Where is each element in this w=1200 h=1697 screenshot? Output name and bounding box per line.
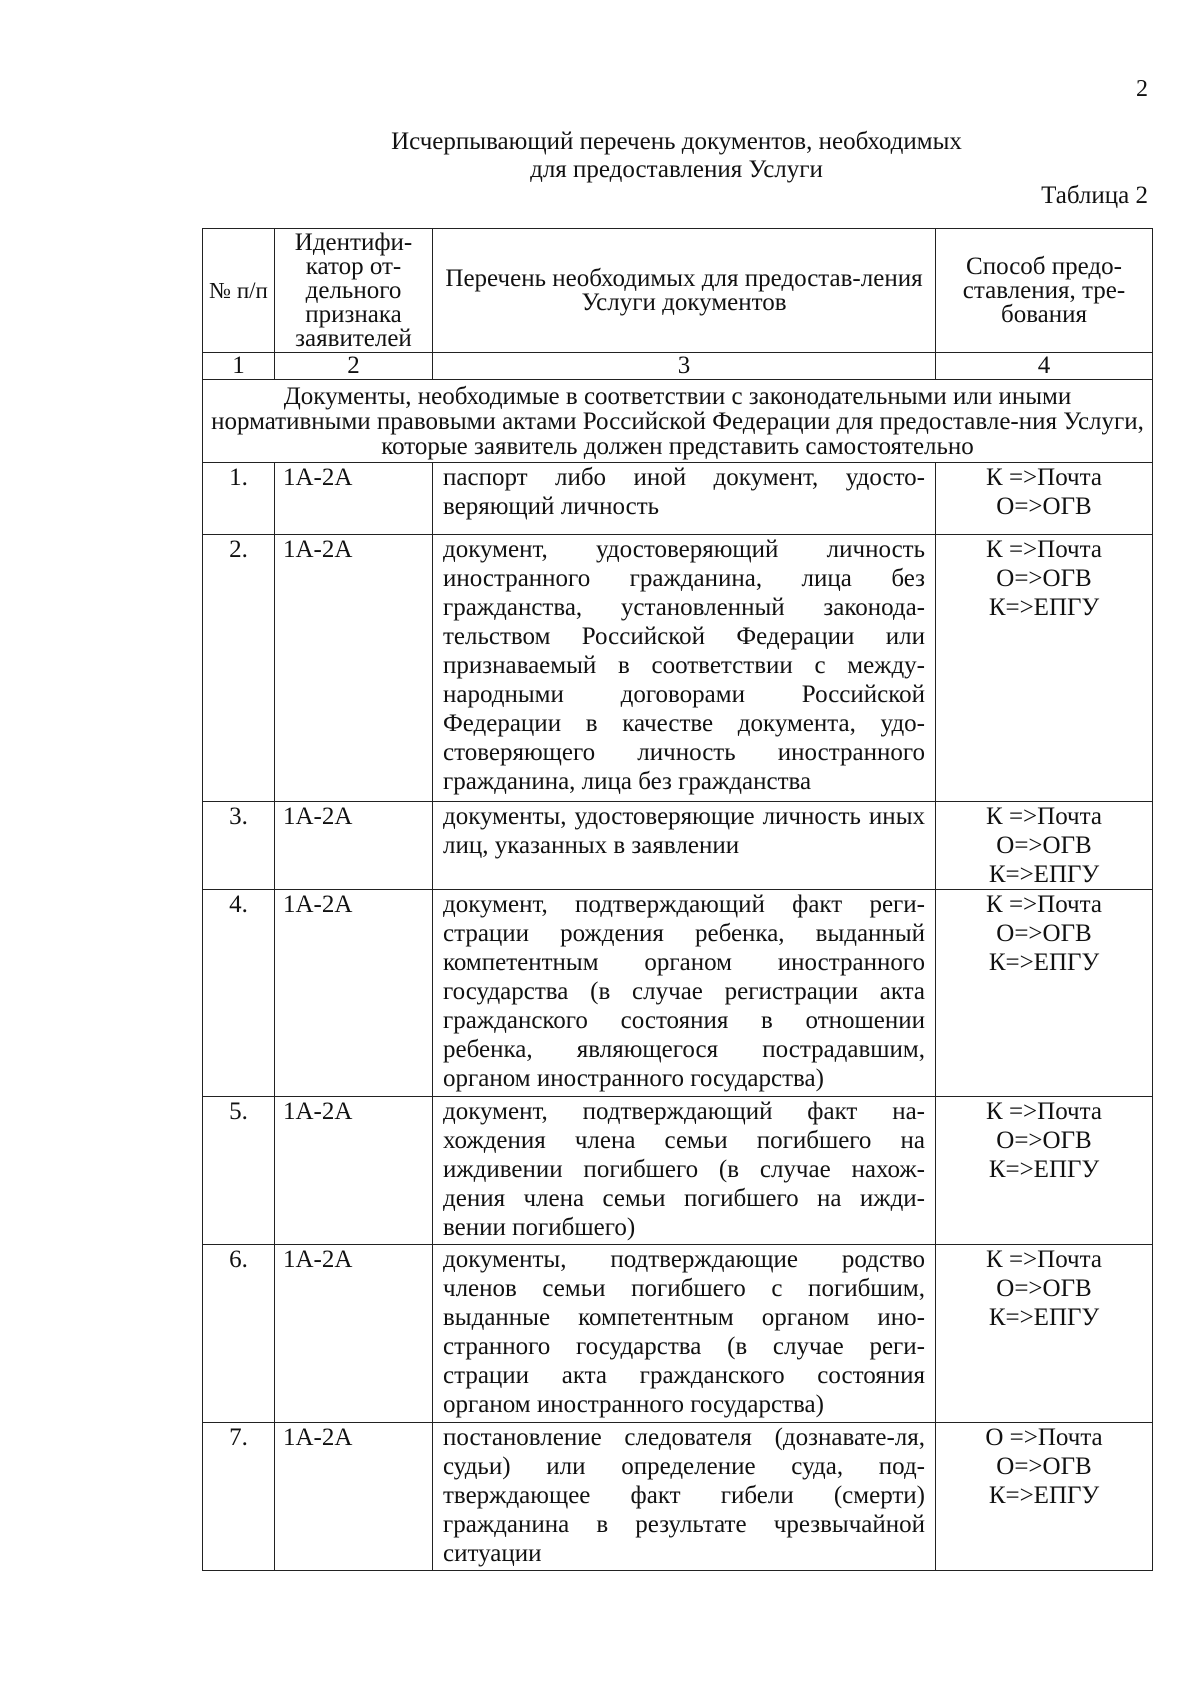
row-method bbox=[936, 1423, 1153, 1571]
table-row bbox=[203, 890, 1153, 1097]
method-line: О=>ОГВ bbox=[996, 1127, 1092, 1154]
header-number: № п/п bbox=[203, 229, 275, 353]
table-row bbox=[203, 802, 1153, 890]
row-number: 7. bbox=[203, 1423, 275, 1571]
document-title-line-1: Исчерпывающий перечень документов, необходимых bbox=[391, 128, 962, 155]
page-number: 2 bbox=[1136, 76, 1148, 102]
method-line: К =>Почта bbox=[986, 536, 1102, 563]
row-document: документ, подтверждающий факт на-хождения члена семьи погибшего на иждивении погибшего (в случае нахож-дения члена семьи погибшего на ижди-вении погибшего) bbox=[433, 1097, 936, 1245]
row-document: документы, подтверждающие родство членов семьи погибшего с погибшим, выданные компетентным органом ино-странного государства (в случае реги-страции акта гражданского состояния органом иностранного государства) bbox=[433, 1245, 936, 1423]
row-number: 1. bbox=[203, 463, 275, 535]
row-method bbox=[936, 890, 1153, 1097]
row-document: паспорт либо иной документ, удосто-веряющий личность bbox=[433, 463, 936, 535]
table-header-row bbox=[203, 229, 1153, 353]
document-title-line-2: для предоставления Услуги bbox=[530, 156, 823, 183]
row-number: 3. bbox=[203, 802, 275, 890]
documents-table bbox=[202, 228, 1153, 1571]
row-method bbox=[936, 1097, 1153, 1245]
table-row bbox=[203, 463, 1153, 535]
section-heading-row bbox=[203, 380, 1153, 463]
method-line: О=>ОГВ bbox=[996, 493, 1092, 520]
method-line: О=>ОГВ bbox=[996, 1275, 1092, 1302]
method-line: К=>ЕПГУ bbox=[988, 949, 1100, 976]
row-number: 5. bbox=[203, 1097, 275, 1245]
method-line: О=>ОГВ bbox=[996, 565, 1092, 592]
document-title bbox=[0, 128, 1200, 184]
row-identifier: 1А-2А bbox=[275, 535, 433, 802]
row-method bbox=[936, 535, 1153, 802]
method-line: О=>ОГВ bbox=[996, 1453, 1092, 1480]
column-number: 2 bbox=[275, 353, 433, 380]
row-number: 6. bbox=[203, 1245, 275, 1423]
method-line: О=>ОГВ bbox=[996, 920, 1092, 947]
table-label: Таблица 2 bbox=[1041, 182, 1148, 209]
method-line: К =>Почта bbox=[986, 1246, 1102, 1273]
column-number-row bbox=[203, 353, 1153, 380]
method-line: К =>Почта bbox=[986, 1098, 1102, 1125]
method-line: К=>ЕПГУ bbox=[988, 861, 1100, 888]
method-line: К =>Почта bbox=[986, 891, 1102, 918]
column-number: 3 bbox=[433, 353, 936, 380]
row-identifier: 1А-2А bbox=[275, 1423, 433, 1571]
method-line: К=>ЕПГУ bbox=[988, 1304, 1100, 1331]
method-line: О=>ОГВ bbox=[996, 832, 1092, 859]
method-line: К =>Почта bbox=[986, 803, 1102, 830]
table-row bbox=[203, 535, 1153, 802]
table-row bbox=[203, 1423, 1153, 1571]
table-row bbox=[203, 1097, 1153, 1245]
row-identifier: 1А-2А bbox=[275, 463, 433, 535]
row-identifier: 1А-2А bbox=[275, 1097, 433, 1245]
row-number: 2. bbox=[203, 535, 275, 802]
column-number: 1 bbox=[203, 353, 275, 380]
table-row bbox=[203, 1245, 1153, 1423]
row-document: документ, удостоверяющий личность иностранного гражданина, лица без гражданства, установленный законода-тельством Российской Федерации или признаваемый в соответствии с между-народными договорами Российской Федерации в качестве документа, удо-стоверяющего личность иностранного гражданина, лица без гражданства bbox=[433, 535, 936, 802]
method-line: К=>ЕПГУ bbox=[988, 1482, 1100, 1509]
row-method bbox=[936, 802, 1153, 890]
header-document-list: Перечень необходимых для предостав-ления Услуги документов bbox=[433, 229, 936, 353]
row-identifier: 1А-2А bbox=[275, 802, 433, 890]
section-heading: Документы, необходимые в соответствии с законодательными или иными нормативными правовыми актами Российской Федерации для предоставле-ния Услуги, которые заявитель должен представить самостоятельно bbox=[203, 380, 1153, 463]
row-document: постановление следователя (дознавате-ля, судьи) или определение суда, под-тверждающее факт гибели (смерти) гражданина в результате чрезвычайной ситуации bbox=[433, 1423, 936, 1571]
method-line: К =>Почта bbox=[986, 464, 1102, 491]
row-number: 4. bbox=[203, 890, 275, 1097]
row-identifier: 1А-2А bbox=[275, 1245, 433, 1423]
header-identifier: Идентифи-катор от-дельного признака заявителей bbox=[275, 229, 433, 353]
method-line: О =>Почта bbox=[985, 1424, 1103, 1451]
row-method bbox=[936, 463, 1153, 535]
row-document: документ, подтверждающий факт реги-страции рождения ребенка, выданный компетентным органом иностранного государства (в случае регистрации акта гражданского состояния в отношении ребенка, являющегося пострадавшим, органом иностранного государства) bbox=[433, 890, 936, 1097]
row-method bbox=[936, 1245, 1153, 1423]
method-line: К=>ЕПГУ bbox=[988, 1156, 1100, 1183]
header-submission-method: Способ предо-ставления, тре-бования bbox=[936, 229, 1153, 353]
row-document: документы, удостоверяющие личность иных лиц, указанных в заявлении bbox=[433, 802, 936, 890]
row-identifier: 1А-2А bbox=[275, 890, 433, 1097]
column-number: 4 bbox=[936, 353, 1153, 380]
method-line: К=>ЕПГУ bbox=[988, 594, 1100, 621]
